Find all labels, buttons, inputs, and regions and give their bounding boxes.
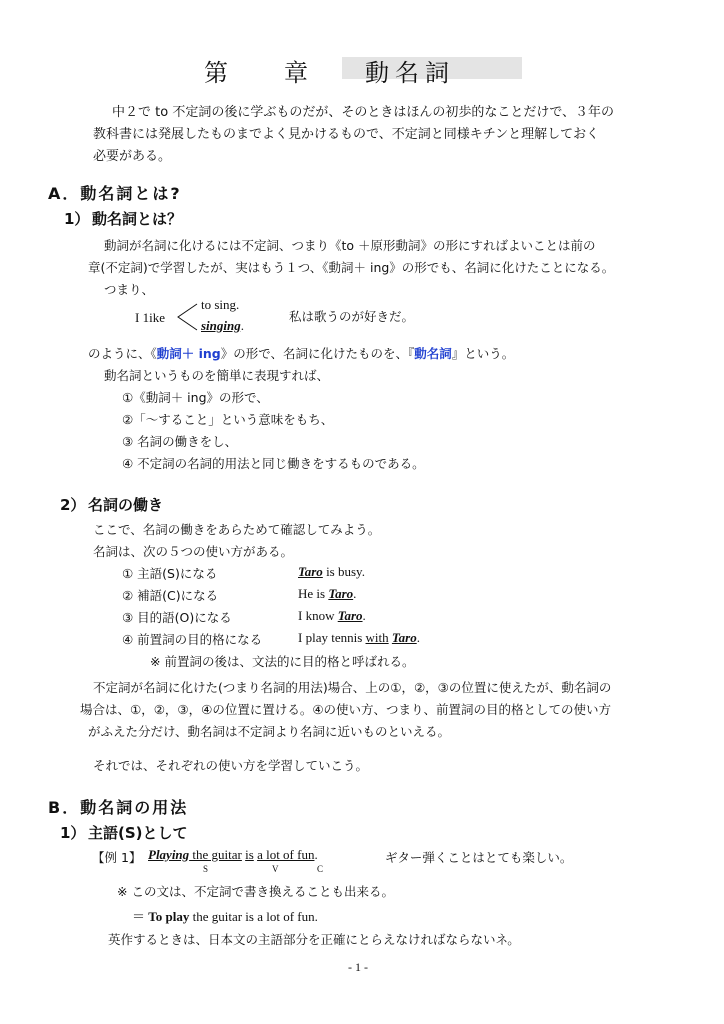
a2-para-5: がふえた分だけ、動名詞は不定詞より名詞に近いものといえる。: [88, 724, 451, 739]
a2-para-4: 場合は、①，②，③，④の位置に置ける。④の使い方、つまり、前置詞の目的格としての使い方: [80, 702, 612, 717]
a1-para-3: つまり、: [104, 282, 155, 297]
intro-line-2: 教科書には発展したものまでよく見かけるもので、不定詞と同様キチンと理解しておく: [93, 127, 600, 142]
title-chapter-dai: 第: [204, 59, 228, 87]
section-a-heading: A．動名詞とは?: [48, 184, 182, 203]
a2-para-2: 名詞は、次の５つの使い方がある。: [93, 544, 294, 559]
intro-line-3: 必要がある。: [93, 149, 172, 164]
list-item: ③ 名詞の働きをし、: [122, 434, 238, 449]
noun-use-example: I know Taro.: [298, 608, 366, 623]
page-number: - 1 -: [348, 960, 368, 974]
b1-rewrite: ＝ To play the guitar is a lot of fun.: [132, 909, 318, 924]
noun-use-example: Taro is busy.: [298, 564, 365, 579]
a2-para-3: 不定詞が名詞に化けた(つまり名詞的用法)場合、上の①，②，③の位置に使えたが、動名詞の: [93, 680, 612, 695]
b1-note: ※ この文は、不定詞で書き換えることも出来る。: [117, 884, 394, 899]
noun-use-label: ④ 前置詞の目的格になる: [122, 632, 263, 647]
a2-note: ※ 前置詞の後は、文法的に目的格と呼ばれる。: [150, 654, 415, 669]
noun-use-label: ① 主語(S)になる: [122, 566, 218, 581]
section-b1-title: 主語(S)として: [88, 824, 188, 842]
section-a2-title: 名詞の働き: [88, 496, 164, 514]
list-item: ④ 不定詞の名詞的用法と同じ働きをするものである。: [122, 456, 425, 471]
title-chapter-sho: 章: [284, 59, 308, 87]
noun-use-example: He is Taro.: [298, 586, 357, 601]
noun-use-label: ② 補語(C)になる: [122, 588, 219, 603]
a1-para-1: 動詞が名詞に化けるには不定詞、つまり《to ＋原形動詞》の形にすればよいことは前の: [104, 238, 596, 253]
a1-para-5: 動名詞というものを簡単に表現すれば、: [104, 368, 330, 383]
intro-line-1: 中２で to 不定詞の後に学ぶものだが、そのときはほんの初歩的なことだけで、３年の: [112, 105, 615, 120]
label-subject: S: [203, 864, 209, 874]
noun-use-example: I play tennis with Taro.: [298, 630, 420, 645]
list-item: ②「～すること」という意味をもち、: [122, 412, 334, 427]
example-label: 【例 1】: [92, 850, 142, 865]
section-b1-number: 1）: [60, 824, 86, 842]
example-jp-b1: ギター弾くことはとても楽しい。: [385, 850, 573, 865]
a2-para-6: それでは、それぞれの使い方を学習していこう。: [93, 758, 369, 773]
label-complement: C: [317, 864, 324, 874]
section-a1-number: 1）: [64, 210, 90, 228]
b1-final: 英作するときは、日本文の主語部分を正確にとらえなければならないネ。: [108, 932, 520, 947]
section-a2-number: 2）: [60, 496, 86, 514]
noun-use-label: ③ 目的語(O)になる: [122, 610, 232, 625]
example-option-top: to sing.: [201, 297, 240, 312]
list-item: ①《動詞＋ ing》の形で、: [122, 390, 269, 405]
a1-para-2: 章(不定詞)で学習したが、実はもう１つ、《動詞＋ ing》の形でも、名詞に化けたことになる。: [88, 260, 615, 275]
example-option-bottom: singing.: [201, 318, 244, 333]
example-jp: 私は歌うのが好きだ。: [289, 309, 415, 324]
section-a1-title: 動名詞とは？: [92, 210, 183, 228]
a1-definition: のように、《動詞＋ ing》の形で、名詞に化けたものを、『動名詞』という。: [88, 346, 515, 361]
label-verb: V: [272, 864, 279, 874]
a2-para-1: ここで、名詞の働きをあらためて確認してみよう。: [93, 522, 381, 537]
example-subject: I 1ike: [135, 310, 165, 325]
page-title: 動名詞: [365, 59, 455, 87]
example-sentence: Playing the guitar is a lot of fun.: [148, 847, 318, 862]
section-b-heading: B．動名詞の用法: [48, 798, 189, 817]
bracket-icon: [175, 302, 199, 332]
